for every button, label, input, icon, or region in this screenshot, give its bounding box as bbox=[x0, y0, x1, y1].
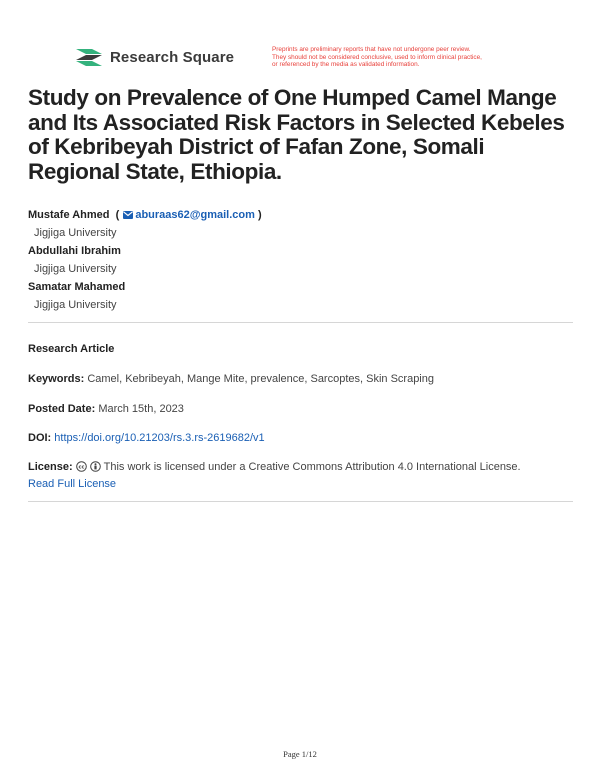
research-square-logo[interactable] bbox=[74, 46, 234, 68]
header bbox=[74, 46, 544, 74]
author-email-group: ( aburaas62@gmail.com ) bbox=[112, 209, 262, 221]
keywords-value: Camel, Kebribeyah, Mange Mite, prevalence, Sarcoptes, Skin Scraping bbox=[87, 373, 434, 385]
author-affiliation: Jigjiga University bbox=[34, 299, 117, 311]
author-name-text: Mustafe Ahmed bbox=[28, 209, 110, 221]
logo-text-square: Square bbox=[182, 48, 235, 66]
keywords-label: Keywords: bbox=[28, 373, 85, 385]
article-type bbox=[28, 341, 573, 358]
author-name bbox=[28, 206, 568, 224]
posted-date-value: March 15th, 2023 bbox=[98, 403, 184, 415]
doi-link[interactable]: https://doi.org/10.21203/rs.3.rs-2619682/v1 bbox=[54, 432, 265, 444]
author-affiliation: Jigjiga University bbox=[34, 227, 117, 239]
author-affiliation: Jigjiga University bbox=[34, 263, 117, 275]
creative-commons-icon bbox=[76, 461, 87, 472]
license-label: License: bbox=[28, 461, 73, 473]
keywords bbox=[28, 371, 573, 388]
page-number: Page 1/12 bbox=[283, 749, 317, 759]
logo-text bbox=[110, 49, 234, 66]
svg-text:cc: cc bbox=[78, 464, 85, 471]
article-type-text: Research Article bbox=[28, 343, 115, 355]
doi-label: DOI: bbox=[28, 432, 52, 444]
logo-text-research: Research bbox=[110, 48, 179, 66]
posted-date-label: Posted Date: bbox=[28, 403, 96, 415]
divider bbox=[28, 501, 573, 502]
preprint-notice-line: They should not be considered conclusive, used to inform clinical practice, bbox=[272, 53, 482, 61]
divider bbox=[28, 322, 573, 323]
preprint-notice-line: or referenced by the media as validated information. bbox=[272, 61, 420, 69]
preprint-notice bbox=[272, 46, 562, 69]
license-text: This work is licensed under a Creative Commons Attribution 4.0 International License. bbox=[103, 461, 521, 473]
attribution-icon bbox=[90, 461, 101, 472]
posted-date bbox=[28, 401, 573, 418]
author-name: Abdullahi Ibrahim bbox=[28, 245, 121, 257]
mail-icon bbox=[123, 211, 133, 219]
author-name: Samatar Mahamed bbox=[28, 281, 126, 293]
license bbox=[28, 459, 573, 493]
research-square-logo-icon bbox=[74, 46, 104, 68]
doi bbox=[28, 430, 573, 447]
paper-title: Study on Prevalence of One Humped Camel Mange and Its Associated Risk Factors in Selected Kebeles of Kebribeyah District of Fafan Zone, Somali Regional State, Ethiopia. bbox=[28, 85, 565, 184]
author-list bbox=[28, 206, 568, 314]
read-full-license-link[interactable]: Read Full License bbox=[28, 478, 117, 490]
author-email-link[interactable]: aburaas62@gmail.com bbox=[135, 209, 255, 221]
preprint-notice-line: Preprints are preliminary reports that have not undergone peer review. bbox=[272, 46, 471, 53]
